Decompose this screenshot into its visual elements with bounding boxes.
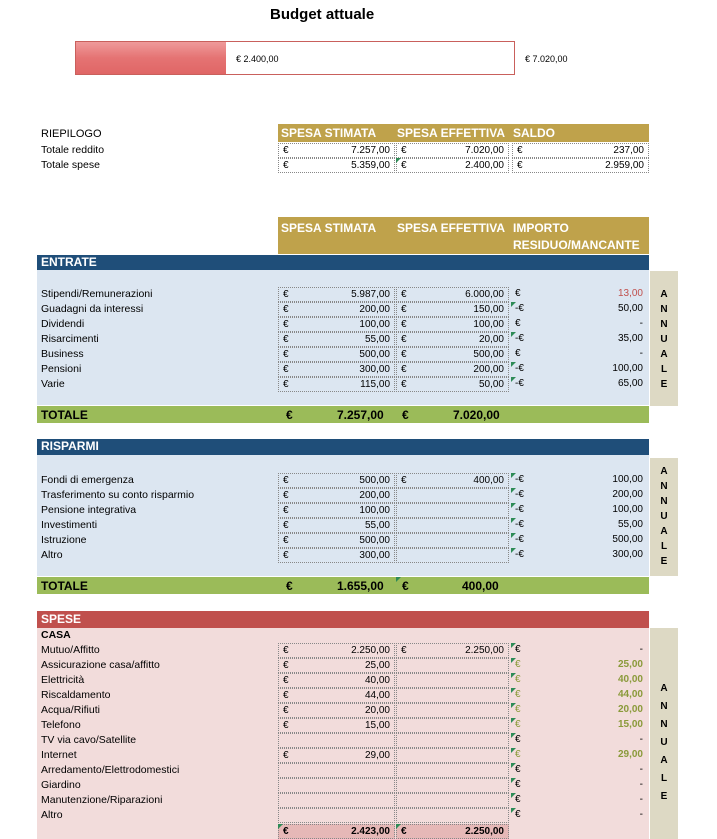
residual-value: 300,00	[612, 549, 643, 560]
note-marker-icon	[511, 688, 516, 693]
spese-title: SPESE	[37, 611, 649, 628]
spese-actual-cell[interactable]	[396, 703, 509, 718]
residual-sign: €	[515, 659, 521, 670]
annuale-letter: L	[660, 364, 668, 375]
currency-symbol: €	[283, 160, 289, 171]
note-marker-icon	[396, 158, 401, 163]
risparmi-total-bar	[37, 577, 649, 594]
residual-sign: €	[515, 719, 521, 730]
spese-row-label: Telefono	[41, 719, 81, 731]
risparmi-estimated-cell[interactable]	[278, 548, 395, 563]
residual-sign: €	[515, 794, 521, 805]
currency-symbol: €	[401, 319, 407, 330]
annuale-letter: A	[660, 466, 668, 477]
residual-value: -	[639, 794, 643, 805]
risparmi-actual-cell[interactable]	[396, 473, 509, 488]
annuale-letter: U	[660, 737, 668, 748]
summary-estimated-cell[interactable]	[278, 143, 395, 158]
summary-header-balance: SALDO	[513, 126, 555, 140]
entrate-row-label: Guadagni da interessi	[41, 303, 144, 315]
residual-value: 100,00	[612, 474, 643, 485]
residual-value: 29,00	[617, 749, 643, 760]
residual-value: 35,00	[617, 333, 643, 344]
risparmi-total-estimated: 1.655,00	[337, 579, 384, 593]
annuale-letter: N	[660, 304, 668, 315]
currency-symbol: €	[283, 145, 289, 156]
summary-estimated-cell[interactable]	[278, 158, 395, 173]
spese-estimated-cell[interactable]	[278, 793, 395, 808]
currency-symbol: €	[517, 160, 523, 171]
currency-symbol: €	[283, 349, 289, 360]
summary-balance-cell[interactable]	[512, 158, 649, 173]
entrate-row-label: Risarcimenti	[41, 333, 99, 345]
entrate-actual-cell[interactable]	[396, 317, 509, 332]
entrate-row-label: Business	[41, 348, 84, 360]
entrate-actual-cell[interactable]	[396, 302, 509, 317]
spese-estimated-cell[interactable]	[278, 733, 395, 748]
summary-balance-cell-value: 2.959,00	[605, 160, 644, 171]
annuale-letter: A	[660, 683, 668, 694]
annuale-side-label	[650, 271, 678, 406]
spese-estimated-cell-value: 20,00	[364, 705, 390, 716]
spese-actual-cell[interactable]	[396, 673, 509, 688]
risparmi-actual-cell[interactable]	[396, 518, 509, 533]
residual-sign: €	[515, 644, 521, 655]
spese-estimated-cell-value: 25,00	[364, 660, 390, 671]
risparmi-estimated-cell-value: 55,00	[364, 520, 390, 531]
main-header-residual-1: IMPORTO	[513, 221, 569, 235]
spese-actual-cell[interactable]	[396, 658, 509, 673]
residual-sign: -€	[515, 549, 524, 560]
currency-symbol: €	[401, 645, 407, 656]
annuale-letter: U	[660, 511, 668, 522]
note-marker-icon	[511, 643, 516, 648]
spese-estimated-cell-value: 40,00	[364, 675, 390, 686]
annuale-letter: N	[660, 701, 668, 712]
note-marker-icon	[511, 503, 516, 508]
residual-sign: €	[515, 734, 521, 745]
summary-estimated-cell-value: 5.359,00	[351, 160, 390, 171]
residual-value: -	[639, 764, 643, 775]
currency-symbol: €	[283, 535, 289, 546]
currency-symbol: €	[286, 579, 293, 593]
main-header-actual: SPESA EFFETTIVA	[397, 221, 506, 235]
currency-symbol: €	[401, 364, 407, 375]
currency-symbol: €	[283, 645, 289, 656]
spese-row-label: Mutuo/Affitto	[41, 644, 100, 656]
currency-symbol: €	[402, 579, 409, 593]
spese-row-label: Assicurazione casa/affitto	[41, 659, 160, 671]
spese-actual-cell[interactable]	[396, 688, 509, 703]
spese-actual-cell-value: 2.250,00	[465, 645, 504, 656]
annuale-letter: A	[660, 755, 668, 766]
note-marker-icon	[396, 577, 401, 582]
entrate-actual-cell-value: 150,00	[473, 304, 504, 315]
entrate-estimated-cell-value: 100,00	[359, 319, 390, 330]
entrate-row-label: Stipendi/Remunerazioni	[41, 288, 153, 300]
spese-estimated-cell[interactable]	[278, 703, 395, 718]
risparmi-row-label: Altro	[41, 549, 63, 561]
residual-sign: -€	[515, 363, 524, 374]
spese-estimated-cell[interactable]	[278, 778, 395, 793]
spese-subtotal-actual[interactable]	[396, 824, 509, 839]
spese-actual-cell[interactable]	[396, 748, 509, 763]
entrate-total-estimated: 7.257,00	[337, 408, 384, 422]
residual-value: 15,00	[617, 719, 643, 730]
risparmi-estimated-cell[interactable]	[278, 518, 395, 533]
note-marker-icon	[511, 703, 516, 708]
risparmi-total-actual: 400,00	[462, 579, 499, 593]
spese-estimated-cell-value: 44,00	[364, 690, 390, 701]
summary-header-estimated: SPESA STIMATA	[281, 126, 377, 140]
summary-actual-cell-value: 7.020,00	[465, 145, 504, 156]
currency-symbol: €	[283, 364, 289, 375]
currency-symbol: €	[401, 145, 407, 156]
spese-estimated-cell-value: 29,00	[364, 750, 390, 761]
entrate-estimated-cell[interactable]	[278, 302, 395, 317]
risparmi-row-label: Pensione integrativa	[41, 504, 137, 516]
residual-sign: -€	[515, 474, 524, 485]
note-marker-icon	[511, 362, 516, 367]
annuale-letter: E	[660, 379, 668, 390]
note-marker-icon	[511, 658, 516, 663]
spese-row-label: Elettricità	[41, 674, 85, 686]
risparmi-row-label: Istruzione	[41, 534, 87, 546]
annuale-letter: A	[660, 349, 668, 360]
entrate-actual-cell[interactable]	[396, 332, 509, 347]
spese-estimated-cell[interactable]	[278, 748, 395, 763]
residual-sign: -€	[515, 333, 524, 344]
currency-symbol: €	[283, 304, 289, 315]
spese-row-label: TV via cavo/Satellite	[41, 734, 137, 746]
spese-row-label: Acqua/Rifiuti	[41, 704, 100, 716]
entrate-actual-cell-value: 6.000,00	[465, 289, 504, 300]
currency-symbol: €	[283, 289, 289, 300]
entrate-estimated-cell-value: 300,00	[359, 364, 390, 375]
note-marker-icon	[511, 733, 516, 738]
annuale-letter: A	[660, 526, 668, 537]
annuale-letter: A	[660, 289, 668, 300]
currency-symbol: €	[401, 826, 407, 837]
entrate-total-bar	[37, 406, 649, 423]
residual-value: 65,00	[617, 378, 643, 389]
residual-sign: -€	[515, 504, 524, 515]
currency-symbol: €	[283, 490, 289, 501]
entrate-total-actual: 7.020,00	[453, 408, 500, 422]
spese-subtitle: CASA	[41, 629, 71, 641]
summary-actual-cell-value: 2.400,00	[465, 160, 504, 171]
risparmi-total-label: TOTALE	[41, 579, 88, 593]
spese-actual-cell[interactable]	[396, 643, 509, 658]
progress-value: € 2.400,00	[236, 54, 279, 64]
residual-value: -	[639, 644, 643, 655]
risparmi-estimated-cell-value: 500,00	[359, 535, 390, 546]
spese-row-label: Manutenzione/Riparazioni	[41, 794, 163, 806]
spese-actual-cell[interactable]	[396, 733, 509, 748]
residual-value: 55,00	[617, 519, 643, 530]
entrate-row-label: Varie	[41, 378, 65, 390]
note-marker-icon	[511, 377, 516, 382]
summary-actual-cell[interactable]	[396, 143, 509, 158]
annuale-letter: N	[660, 719, 668, 730]
entrate-estimated-cell[interactable]	[278, 347, 395, 362]
spese-estimated-cell[interactable]	[278, 718, 395, 733]
summary-header	[278, 124, 649, 142]
residual-sign: -€	[515, 303, 524, 314]
entrate-actual-cell-value: 50,00	[478, 379, 504, 390]
spese-actual-cell[interactable]	[396, 718, 509, 733]
residual-value: -	[639, 809, 643, 820]
entrate-actual-cell-value: 500,00	[473, 349, 504, 360]
entrate-estimated-cell[interactable]	[278, 377, 395, 392]
entrate-estimated-cell[interactable]	[278, 332, 395, 347]
entrate-actual-cell[interactable]	[396, 347, 509, 362]
risparmi-row-label: Trasferimento su conto risparmio	[41, 489, 195, 501]
currency-symbol: €	[401, 379, 407, 390]
spese-estimated-cell[interactable]	[278, 763, 395, 778]
annuale-letter: L	[660, 773, 668, 784]
entrate-estimated-cell-value: 200,00	[359, 304, 390, 315]
residual-value: 200,00	[612, 489, 643, 500]
budget-progress-bar	[75, 41, 515, 75]
spese-row-label: Giardino	[41, 779, 81, 791]
summary-row-label: Totale spese	[41, 159, 100, 171]
residual-value: 500,00	[612, 534, 643, 545]
spese-estimated-cell[interactable]	[278, 688, 395, 703]
note-marker-icon	[511, 488, 516, 493]
entrate-estimated-cell[interactable]	[278, 287, 395, 302]
residual-sign: -€	[515, 534, 524, 545]
residual-value: 100,00	[612, 363, 643, 374]
note-marker-icon	[511, 302, 516, 307]
currency-symbol: €	[286, 408, 293, 422]
currency-symbol: €	[402, 408, 409, 422]
note-marker-icon	[511, 473, 516, 478]
residual-sign: €	[515, 764, 521, 775]
summary-balance-cell[interactable]	[512, 143, 649, 158]
residual-sign: -€	[515, 519, 524, 530]
page-title: Budget attuale	[270, 6, 375, 23]
spese-estimated-cell-value: 2.250,00	[351, 645, 390, 656]
currency-symbol: €	[283, 826, 289, 837]
spese-estimated-cell[interactable]	[278, 643, 395, 658]
entrate-actual-cell-value: 200,00	[473, 364, 504, 375]
entrate-actual-cell-value: 20,00	[478, 334, 504, 345]
annuale-letter: N	[660, 496, 668, 507]
risparmi-actual-cell-value: 400,00	[473, 475, 504, 486]
currency-symbol: €	[401, 160, 407, 171]
entrate-estimated-cell[interactable]	[278, 362, 395, 377]
annuale-letter: L	[660, 541, 668, 552]
entrate-estimated-cell-value: 5.987,00	[351, 289, 390, 300]
currency-symbol: €	[283, 690, 289, 701]
note-marker-icon	[511, 793, 516, 798]
residual-value: 13,00	[617, 288, 643, 299]
entrate-estimated-cell[interactable]	[278, 317, 395, 332]
spese-row-label: Riscaldamento	[41, 689, 111, 701]
main-header	[278, 217, 649, 254]
spese-row-label: Arredamento/Elettrodomestici	[41, 764, 180, 776]
spese-actual-cell[interactable]	[396, 808, 509, 823]
summary-balance-cell-value: 237,00	[613, 145, 644, 156]
summary-estimated-cell-value: 7.257,00	[351, 145, 390, 156]
currency-symbol: €	[283, 475, 289, 486]
summary-row-label: Totale reddito	[41, 144, 105, 156]
currency-symbol: €	[283, 505, 289, 516]
main-header-residual-2: RESIDUO/MANCANTE	[513, 238, 640, 252]
annuale-side-label	[650, 628, 678, 839]
entrate-row-label: Pensioni	[41, 363, 82, 375]
residual-sign: €	[515, 674, 521, 685]
summary-label: RIEPILOGO	[41, 128, 102, 140]
residual-value: -	[639, 348, 643, 359]
currency-symbol: €	[401, 349, 407, 360]
note-marker-icon	[511, 748, 516, 753]
residual-sign: -€	[515, 378, 524, 389]
entrate-title: ENTRATE	[37, 255, 649, 270]
currency-symbol: €	[283, 319, 289, 330]
residual-value: 50,00	[617, 303, 643, 314]
residual-sign: €	[515, 704, 521, 715]
note-marker-icon	[511, 533, 516, 538]
risparmi-title: RISPARMI	[37, 439, 649, 455]
currency-symbol: €	[401, 304, 407, 315]
residual-value: 100,00	[612, 504, 643, 515]
currency-symbol: €	[283, 520, 289, 531]
risparmi-actual-cell[interactable]	[396, 503, 509, 518]
note-marker-icon	[511, 332, 516, 337]
progress-max: € 7.020,00	[525, 54, 568, 64]
note-marker-icon	[511, 548, 516, 553]
note-marker-icon	[511, 718, 516, 723]
entrate-actual-cell-value: 100,00	[473, 319, 504, 330]
entrate-estimated-cell-value: 115,00	[360, 379, 390, 390]
spese-estimated-cell[interactable]	[278, 673, 395, 688]
currency-symbol: €	[283, 660, 289, 671]
currency-symbol: €	[283, 720, 289, 731]
annuale-side-label	[650, 458, 678, 576]
residual-value: 40,00	[617, 674, 643, 685]
risparmi-estimated-cell[interactable]	[278, 533, 395, 548]
spese-actual-cell[interactable]	[396, 763, 509, 778]
residual-sign: €	[515, 749, 521, 760]
residual-sign: €	[515, 689, 521, 700]
spese-actual-cell[interactable]	[396, 793, 509, 808]
risparmi-actual-cell[interactable]	[396, 533, 509, 548]
residual-value: 44,00	[617, 689, 643, 700]
currency-symbol: €	[283, 750, 289, 761]
summary-header-actual: SPESA EFFETTIVA	[397, 126, 506, 140]
spese-row-label: Altro	[41, 809, 63, 821]
residual-sign: €	[515, 779, 521, 790]
note-marker-icon	[511, 673, 516, 678]
note-marker-icon	[511, 518, 516, 523]
risparmi-estimated-cell-value: 200,00	[359, 490, 390, 501]
residual-value: -	[639, 734, 643, 745]
currency-symbol: €	[283, 550, 289, 561]
currency-symbol: €	[283, 705, 289, 716]
entrate-actual-cell[interactable]	[396, 362, 509, 377]
currency-symbol: €	[283, 675, 289, 686]
spese-estimated-cell[interactable]	[278, 658, 395, 673]
entrate-estimated-cell-value: 55,00	[364, 334, 390, 345]
note-marker-icon	[511, 778, 516, 783]
annuale-letter: E	[660, 791, 668, 802]
note-marker-icon	[396, 824, 401, 829]
entrate-row-label: Dividendi	[41, 318, 85, 330]
budget-progress-fill	[76, 42, 226, 74]
spese-actual-cell[interactable]	[396, 778, 509, 793]
entrate-actual-cell[interactable]	[396, 377, 509, 392]
risparmi-actual-cell[interactable]	[396, 488, 509, 503]
note-marker-icon	[511, 763, 516, 768]
annuale-letter: N	[660, 319, 668, 330]
entrate-total-label: TOTALE	[41, 408, 88, 422]
residual-sign: €	[515, 288, 521, 299]
residual-sign: €	[515, 809, 521, 820]
residual-sign: -€	[515, 489, 524, 500]
risparmi-estimated-cell-value: 500,00	[359, 475, 390, 486]
residual-value: 20,00	[617, 704, 643, 715]
spese-estimated-cell-value: 15,00	[364, 720, 390, 731]
spese-subtotal-actual-value: 2.250,00	[465, 826, 504, 837]
risparmi-estimated-cell-value: 100,00	[359, 505, 390, 516]
residual-sign: €	[515, 348, 521, 359]
note-marker-icon	[511, 808, 516, 813]
annuale-letter: U	[660, 334, 668, 345]
entrate-actual-cell[interactable]	[396, 287, 509, 302]
spese-subtotal-estimated-value: 2.423,00	[351, 826, 390, 837]
risparmi-estimated-cell[interactable]	[278, 488, 395, 503]
risparmi-actual-cell[interactable]	[396, 548, 509, 563]
currency-symbol: €	[283, 334, 289, 345]
currency-symbol: €	[401, 475, 407, 486]
note-marker-icon	[278, 824, 283, 829]
risparmi-estimated-cell[interactable]	[278, 503, 395, 518]
spese-estimated-cell[interactable]	[278, 808, 395, 823]
summary-actual-cell[interactable]	[396, 158, 509, 173]
spese-subtotal-estimated[interactable]	[278, 824, 395, 839]
residual-value: -	[639, 318, 643, 329]
entrate-estimated-cell-value: 500,00	[359, 349, 390, 360]
currency-symbol: €	[283, 379, 289, 390]
spese-row-label: Internet	[41, 749, 77, 761]
risparmi-estimated-cell-value: 300,00	[359, 550, 390, 561]
main-header-estimated: SPESA STIMATA	[281, 221, 377, 235]
annuale-letter: E	[660, 556, 668, 567]
currency-symbol: €	[401, 289, 407, 300]
residual-value: 25,00	[617, 659, 643, 670]
annuale-letter: N	[660, 481, 668, 492]
currency-symbol: €	[517, 145, 523, 156]
residual-value: -	[639, 779, 643, 790]
residual-sign: €	[515, 318, 521, 329]
risparmi-row-label: Investimenti	[41, 519, 98, 531]
currency-symbol: €	[401, 334, 407, 345]
risparmi-row-label: Fondi di emergenza	[41, 474, 134, 486]
risparmi-estimated-cell[interactable]	[278, 473, 395, 488]
